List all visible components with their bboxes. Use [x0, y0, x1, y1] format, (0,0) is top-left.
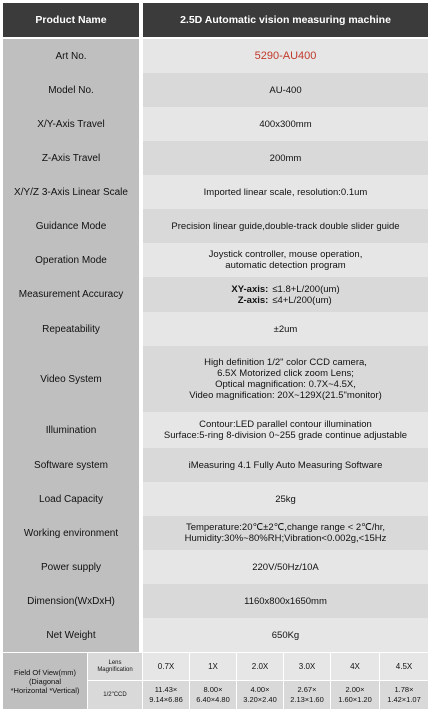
spec-row-z-travel — [3, 141, 428, 175]
spec-value: Joystick controller, mouse operation, automatic detection program — [143, 243, 428, 277]
spec-label: X/Y-Axis Travel — [3, 107, 139, 141]
spec-value: 5290-AU400 — [143, 39, 428, 73]
spec-value: 650Kg — [143, 618, 428, 652]
spec-row-accuracy — [3, 277, 428, 312]
spec-label: Art No. — [3, 39, 139, 73]
spec-row-net-weight — [3, 618, 428, 652]
spec-label: Load Capacity — [3, 482, 139, 516]
spec-label: Model No. — [3, 73, 139, 107]
spec-value: 1160x800x1650mm — [143, 584, 428, 618]
xy-axis-value: ≤1.8+L/200(um) — [272, 283, 340, 295]
spec-row-repeatability — [3, 312, 428, 346]
spec-row-load-capacity — [3, 482, 428, 516]
spec-value: High definition 1/2" color CCD camera, 6.5X Motorized click zoom Lens; Optical magnification: 0.7X~4.5X, Video magnification: 20X~129X(21.5"monitor) — [143, 346, 428, 412]
spec-value: 200mm — [143, 141, 428, 175]
spec-value: 400x300mm — [143, 107, 428, 141]
spec-label: Operation Mode — [3, 243, 139, 277]
spec-row-environment — [3, 516, 428, 550]
spec-label: Software system — [3, 448, 139, 482]
fov-lens-label: Lens Magnification — [88, 653, 142, 680]
spec-row-power-supply — [3, 550, 428, 584]
spec-row-art-no — [3, 39, 428, 73]
spec-row-operation — [3, 243, 428, 277]
fov-value-cell: 2.67× 2.13×1.60 — [284, 681, 330, 709]
fov-title: Field Of View(mm) (Diagonal *Horizontal *Vertical) — [3, 653, 87, 709]
spec-row-guidance — [3, 209, 428, 243]
fov-mag-cell: 4X — [331, 653, 379, 680]
spec-value: Imported linear scale, resolution:0.1um — [143, 175, 428, 209]
fov-mag-cell: 0.7X — [143, 653, 189, 680]
xy-axis-key: XY-axis: — [231, 283, 269, 295]
fov-value-cell: 4.00× 3.20×2.40 — [237, 681, 283, 709]
spec-value: 25kg — [143, 482, 428, 516]
spec-value: 220V/50Hz/10A — [143, 550, 428, 584]
spec-label: Repeatability — [3, 312, 139, 346]
spec-value: iMeasuring 4.1 Fully Auto Measuring Software — [143, 448, 428, 482]
spec-row-video-system — [3, 346, 428, 412]
header-label: Product Name — [3, 3, 139, 37]
z-axis-key: Z-axis: — [237, 294, 269, 306]
spec-value: Contour:LED parallel contour illumination Surface:5-ring 8-division 0~255 grade continue adjustable — [143, 412, 428, 448]
spec-label: Power supply — [3, 550, 139, 584]
fov-mag-cell: 2.0X — [237, 653, 283, 680]
spec-row-xy-travel — [3, 107, 428, 141]
spec-label: Z-Axis Travel — [3, 141, 139, 175]
fov-value-cell: 8.00× 6.40×4.80 — [190, 681, 236, 709]
header-value: 2.5D Automatic vision measuring machine — [143, 3, 428, 37]
spec-row-linear-scale — [3, 175, 428, 209]
spec-label: Net Weight — [3, 618, 139, 652]
spec-label: Video System — [3, 346, 139, 412]
spec-label: Guidance Mode — [3, 209, 139, 243]
fov-value-cell: 1.78× 1.42×1.07 — [380, 681, 428, 709]
spec-label: Measurement Accuracy — [3, 277, 139, 312]
fov-mag-cell: 3.0X — [284, 653, 330, 680]
fov-ccd-label: 1/2"CCD — [88, 681, 142, 709]
spec-value: Precision linear guide,double-track double slider guide — [143, 209, 428, 243]
spec-label: X/Y/Z 3-Axis Linear Scale — [3, 175, 139, 209]
spec-row-model-no — [3, 73, 428, 107]
fov-mag-cell: 1X — [190, 653, 236, 680]
spec-row-illumination — [3, 412, 428, 448]
spec-value: ±2um — [143, 312, 428, 346]
spec-label: Working environment — [3, 516, 139, 550]
spec-label: Illumination — [3, 412, 139, 448]
fov-table — [3, 653, 428, 709]
spec-row-dimension — [3, 584, 428, 618]
spec-value: Temperature:20℃±2℃,change range < 2℃/hr, Humidity:30%~80%RH;Vibration<0.002g,<15Hz — [143, 516, 428, 550]
fov-value-cell: 2.00× 1.60×1.20 — [331, 681, 379, 709]
fov-value-cell: 11.43× 9.14×6.86 — [143, 681, 189, 709]
z-axis-value: ≤4+L/200(um) — [272, 294, 332, 306]
spec-row-software — [3, 448, 428, 482]
spec-label: Dimension(WxDxH) — [3, 584, 139, 618]
header-row — [3, 3, 428, 37]
spec-value: AU-400 — [143, 73, 428, 107]
fov-mag-cell: 4.5X — [380, 653, 428, 680]
spec-value — [143, 277, 428, 312]
